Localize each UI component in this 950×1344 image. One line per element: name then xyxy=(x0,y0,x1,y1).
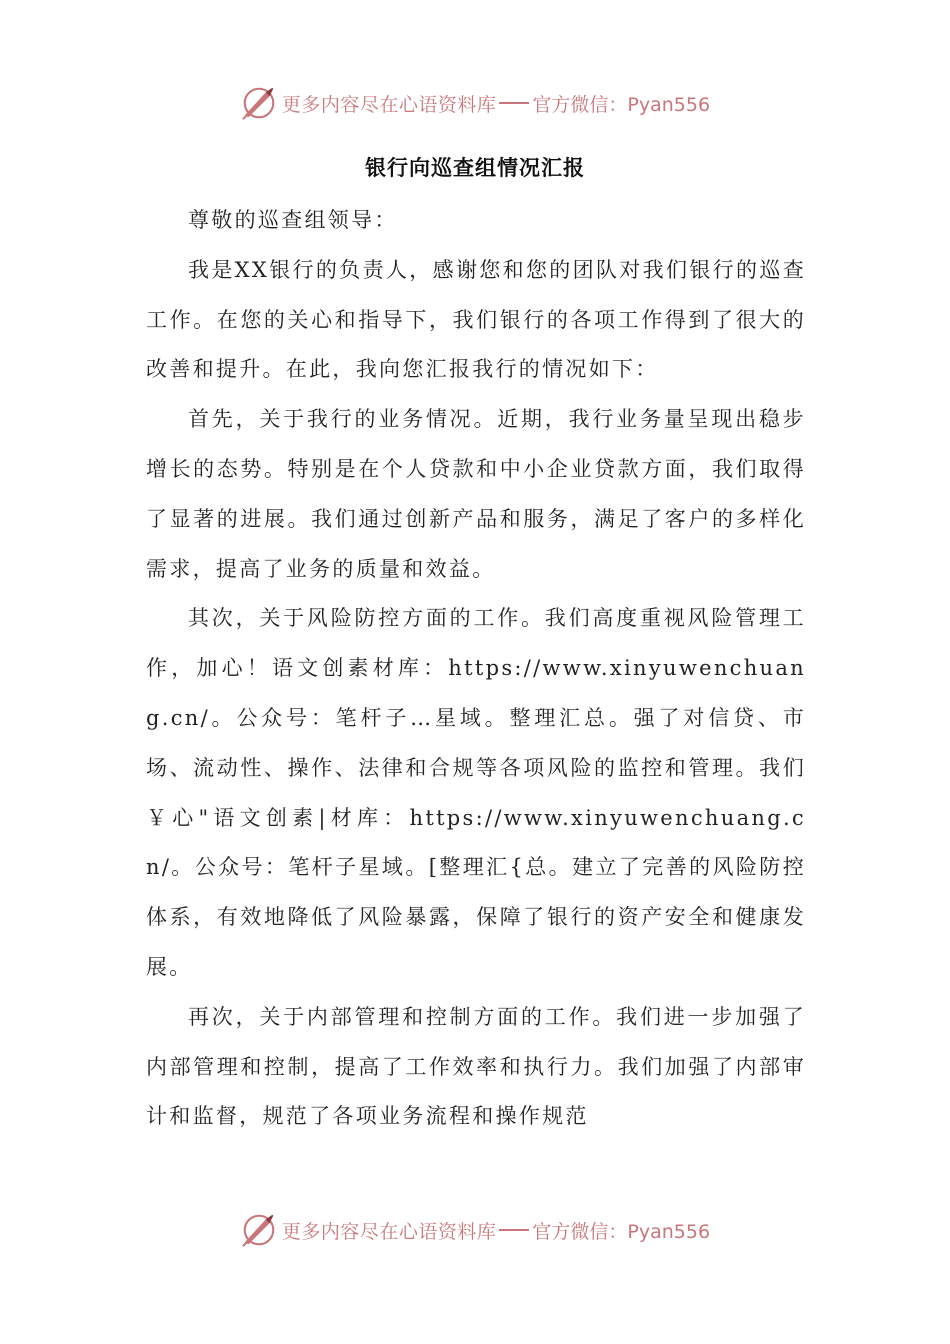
banner-dash xyxy=(499,102,529,104)
pen-logo-icon xyxy=(240,84,278,122)
banner-contact: 官方微信：Pyan556 xyxy=(532,93,711,116)
paragraph-business: 首先，关于我行的业务情况。近期，我行业务量呈现出稳步增长的态势。特别是在个人贷款和中小企业贷款方面，我们取得了显著的进展。我们通过创新产品和服务，满足了客户的多样化需求，提高了业务的质量和效益。 xyxy=(146,407,806,581)
paragraph-salutation: 尊敬的巡查组领导： xyxy=(188,208,398,232)
document-title: 银行向巡查组情况汇报 xyxy=(365,155,585,180)
banner-text: 更多内容尽在心语资料库 xyxy=(281,93,497,116)
footer-banner xyxy=(0,1207,950,1253)
banner-dash xyxy=(499,1229,529,1231)
pen-logo-icon xyxy=(240,1211,278,1249)
header-banner xyxy=(0,80,950,126)
banner-text: 更多内容尽在心语资料库 xyxy=(281,1220,497,1243)
document-body xyxy=(146,196,806,1142)
paragraph-risk-control: 其次，关于风险防控方面的工作。我们高度重视风险管理工作，加心！语文创素材库：https://www.xinyuwenchuang.cn/。公众号：笔杆子…星域。整理汇总。强了对信贷、市场、流动性、操作、法律和合规等各项风险的监控和管理。我们￥心"语文创素|材库：https://www.xinyuwenchuang.cn/。公众号：笔杆子星域。[整理汇{总。建立了完善的风险防控体系，有效地降低了风险暴露，保障了银行的资产安全和健康发展。 xyxy=(146,606,806,979)
paragraph-internal-management: 再次，关于内部管理和控制方面的工作。我们进一步加强了内部管理和控制，提高了工作效率和执行力。我们加强了内部审计和监督，规范了各项业务流程和操作规范 xyxy=(146,1004,806,1129)
paragraph-intro: 我是XX银行的负责人，感谢您和您的团队对我们银行的巡查工作。在您的关心和指导下，我们银行的各项工作得到了很大的改善和提升。在此，我向您汇报我行的情况如下： xyxy=(146,257,806,382)
banner-contact: 官方微信：Pyan556 xyxy=(532,1220,711,1243)
